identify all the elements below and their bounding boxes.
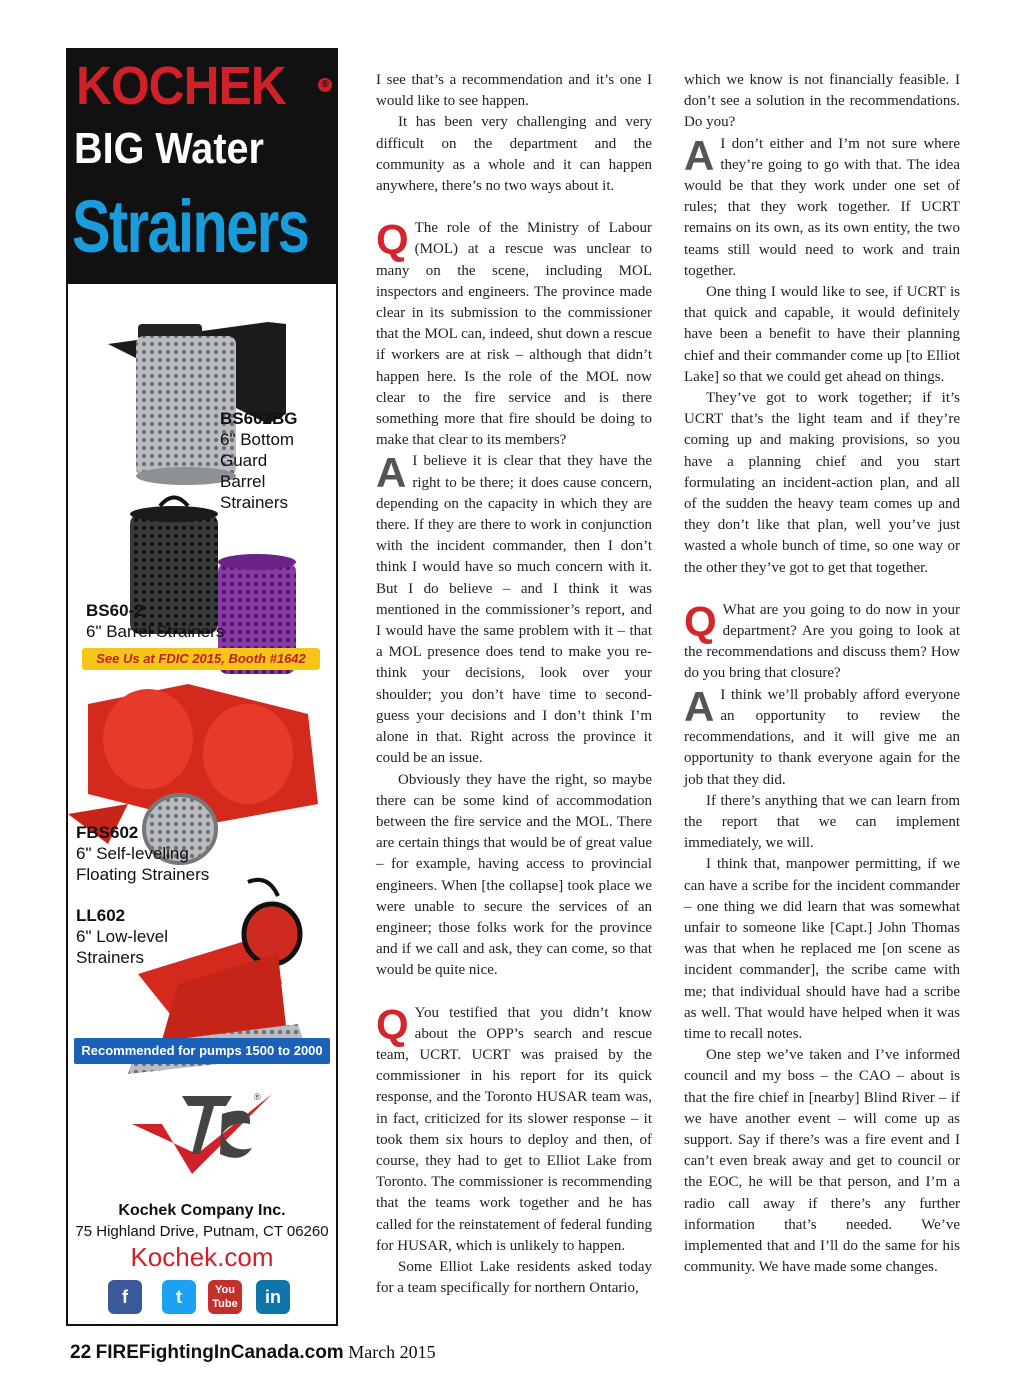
paragraph-text: I believe it is clear that they have the right to be there; it does cause concern, depending on the capacity in which they are there. If they are there to work in conjunction with the incident commander, then I don’t think I would have so much concern with it. But I do believe – and I think it was mentioned in the commissioner’s report, and I would have the same problem with it – that a MOL presence does tend to make you re-think your decisions, look over your shoulder; you don’t have time to second-guess your decisions and I don’t think I’m alone in that. Right across the province it could be an issue. [376, 453, 652, 767]
product-desc: Floating Strainers [76, 865, 210, 884]
product-desc: 6" Bottom Guard [220, 430, 295, 470]
product-desc: Barrel Strainers [220, 472, 289, 512]
registered-mark: ® [318, 78, 332, 92]
recommended-banner: Recommended for pumps 1500 to 2000 GPM [74, 1038, 330, 1064]
product-desc: Strainers [76, 948, 145, 967]
answer-dropcap: A [684, 682, 715, 730]
paragraph-text: One step we’ve taken and I’ve informed council and my boss – the CAO – about is that the fire chief in [nearby] Blind River – if we have another event – will come up as support. Say if there’s was a fire event and I can’t even break away and get to council or the EOC, he will be that person, and I’m a radio call away if there’s any further information that’s needed. We’ve implemented that and I’ll do the same for his community. We have made some changes. [684, 1047, 960, 1276]
paragraph-text: I think that, manpower permitting, if we can have a scribe for the incident commander – one thing we did learn that was somewhat unfair to someone like [Capt.] John Thomas was that when he replaced me [on scene as incident commander], the scribe came with me; that individual should have had a scribe as well. That would have helped when it was time to recall notes. [684, 856, 960, 1042]
body-paragraph [376, 1257, 652, 1299]
question-dropcap: Q [376, 1000, 409, 1048]
ad-headline-strainers: Strainers [72, 185, 309, 268]
booth-banner: See Us at FDIC 2015, Booth #1642 [82, 648, 320, 670]
product-fbs602 [76, 822, 209, 885]
product-code: BS60-2 [86, 601, 144, 620]
body-paragraph [684, 388, 960, 579]
brand-name: KOCHEK [76, 56, 286, 116]
question-dropcap: Q [376, 216, 409, 264]
paragraph-text: which we know is not financially feasible. I don’t see a solution in the recommendations. Do you? [684, 72, 960, 131]
footer-issue: March 2015 [348, 1342, 436, 1362]
answer-dropcap: A [684, 131, 715, 179]
body-paragraph [684, 791, 960, 855]
body-paragraph [376, 112, 652, 197]
twitter-icon[interactable]: t [162, 1280, 196, 1314]
footer-site: FIREFightingInCanada.com [95, 1342, 344, 1363]
answer-paragraph [376, 451, 652, 769]
facebook-icon[interactable]: f [108, 1280, 142, 1314]
paragraph-gap [376, 197, 652, 218]
body-paragraph [684, 1045, 960, 1278]
paragraph-text: I think we’ll probably afford everyone an opportunity to review the recommendations, and it will give me an opportunity to thank everyone again for the job that they did. [684, 686, 960, 788]
product-code: FBS602 [76, 823, 139, 842]
article-column-1 [376, 70, 652, 1299]
product-bs60-2 [86, 600, 224, 642]
paragraph-text: The role of the Ministry of Labour (MOL) at a rescue was unclear to many on the scene, including MOL inspectors and engineers. The province made clear in its submission to the commissioner that the MOL can, indeed, shut down a rescue if workers are at risk – although that didn’t happen here. Is the role of the MOL now clear to the fire service and is there something more that fire should be doing to make that clear to its members? [376, 220, 652, 449]
paragraph-text: One thing I would like to see, if UCRT is that quick and capable, it would definitely have been a benefit to have their planning chief and their commander come up [to Elliot Lake] so that we could get ahead on things. [684, 284, 960, 385]
answer-paragraph [684, 682, 960, 791]
paragraph-text: I see that’s a recommendation and it’s one I would like to see happen. [376, 72, 652, 110]
product-desc: 6" Barrel Strainers [86, 622, 225, 641]
product-code: LL602 [76, 906, 126, 925]
product-desc: 6" Low-level [76, 927, 169, 946]
answer-paragraph [684, 131, 960, 282]
question-paragraph [376, 218, 652, 451]
product-ll602 [76, 905, 168, 968]
body-paragraph [376, 70, 652, 112]
product-desc: 6" Self-leveling [76, 844, 189, 863]
paragraph-text: If there’s anything that we can learn from the report that we can implement immediately, we will. [684, 792, 960, 852]
paragraph-text: They’ve got to work together; if it’s UCRT that’s the light team and if they’re coming up and making provisions, so you have a planning chief and you start formulating an incident-action plan, and all of the sudden the heavy team comes up and they don’t like that plan, well you’ve just wasted a whole bunch of time, so one way or the other they’ve got to get that together. [684, 390, 960, 576]
paragraph-text: Some Elliot Lake residents asked today for a team specifically for northern Ontario, [376, 1258, 652, 1297]
body-paragraph [376, 770, 652, 982]
advertisement [66, 48, 338, 1326]
paragraph-text: What are you going to do now in your department? Are you going to look at the recommendations and discuss them? How do you bring that closure? [684, 601, 960, 682]
answer-dropcap: A [376, 449, 407, 497]
paragraph-text: Obviously they have the right, so maybe there can be some kind of accommodation between the fire service and the MOL. There are certain things that would be of great value – for example, having access to provincial engineers. When [the collapse] took place we were unable to secure the services of an engineer; those folks work for the province and if we call and ask, they can come, so that would be quite nice. [376, 771, 652, 979]
paragraph-text: It has been very challenging and very difficult on the department and the community as a whole and it can happen anywhere, there’s no two ways about it. [376, 114, 652, 195]
company-name: Kochek Company Inc. [118, 1202, 286, 1219]
page-footer [70, 1342, 436, 1364]
product-code: BS602BG [220, 409, 298, 428]
logo-reg-mark: ® [254, 1092, 261, 1102]
paragraph-text: You testified that you didn’t know about the OPP’s search and rescue team, UCRT. UCRT was praised by the commissioner in his report for its quick response, and the Toronto HUSAR team was, in fact, criticized for its slower response – it took them six hours to deploy and then, of course, they had to get to Elliot Lake from Toronto. The commissioner is recommending that the teams work together and he has called for the reinstatement of federal funding for HUSAR, which is unlikely to happen. [376, 1004, 652, 1254]
youtube-icon[interactable]: You Tube [208, 1280, 242, 1314]
article-column-2 [684, 70, 960, 1278]
product-bs602bg [220, 408, 336, 513]
question-paragraph [376, 1000, 652, 1257]
ad-header [68, 50, 336, 284]
ad-headline: BIG Water [74, 124, 264, 173]
paragraph-text: I don’t either and I’m not sure where they’re going to go with that. The idea would be that they work under one set of rules; that they work together. If UCRT remains on its own, as its own entity, the two teams still would need to work and train together. [684, 135, 960, 279]
company-website[interactable]: Kochek.com [130, 1242, 274, 1272]
paragraph-gap [376, 982, 652, 1003]
body-paragraph [684, 854, 960, 1045]
page-number: 22 [70, 1342, 92, 1363]
company-address: 75 Highland Drive, Putnam, CT 06260 [75, 1223, 329, 1240]
question-dropcap: Q [684, 597, 717, 645]
body-paragraph [684, 70, 960, 134]
body-paragraph [684, 282, 960, 388]
paragraph-gap [684, 579, 960, 600]
kochek-logo [122, 1084, 282, 1184]
linkedin-icon[interactable]: in [256, 1280, 290, 1314]
question-paragraph [684, 597, 960, 685]
